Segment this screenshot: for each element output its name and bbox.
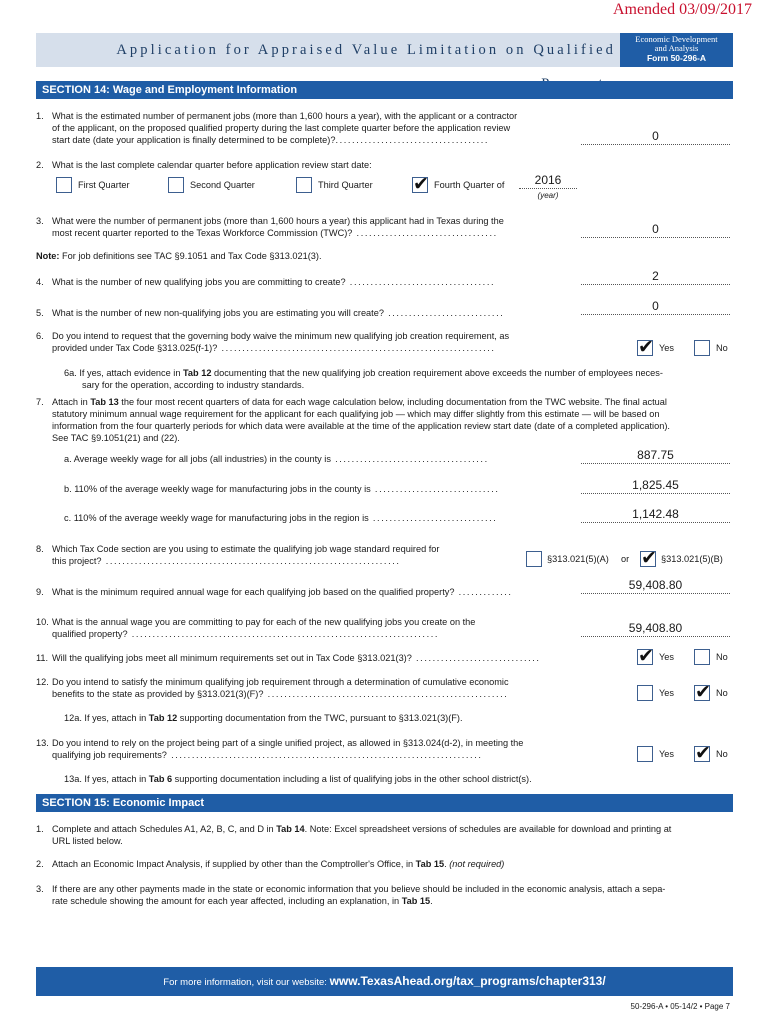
item-15-1: 1. Complete and attach Schedules A1, A2, B, C, and D in Tab 14. Note: Excel spreadsheet versions of schedules are available for download and printing at URL listed below. (36, 824, 672, 846)
question-3: 3. What were the number of permanent jobs (more than 1,600 hours a year) this applicant had in Texas during the most recent quarter reported to the Texas Workforce Commission (TWC)? .................................. (36, 216, 504, 238)
question-7b: b. 110% of the average weekly wage for manufacturing jobs in the county is .............................. (64, 484, 500, 494)
q6-no-label: No (716, 343, 728, 353)
question-11: 11. Will the qualifying jobs meet all minimum requirements set out in Tax Code §313.021(3)? .............................. (36, 653, 541, 663)
third-quarter-label: Third Quarter (318, 180, 373, 190)
item-15-3: 3. If there are any other payments made in the state or economic information that you believe should be included in the economic analysis, attach a sepa- rate schedule showing the amount for each year affected, including an explanation, in Tab 15. (36, 884, 666, 906)
first-quarter-checkbox[interactable] (56, 177, 72, 193)
page-number: 50-296-A • 05-14/2 • Page 7 (630, 1002, 730, 1011)
question-9: 9. What is the minimum required annual wage for each qualifying job based on the qualified property? ............. (36, 587, 513, 597)
q9-answer-field[interactable]: 59,408.80 (581, 577, 730, 594)
q7c-answer-field[interactable]: 1,142.48 (581, 506, 730, 523)
logo-line1: Economic Development (635, 34, 718, 44)
checkmark-icon: ✔ (413, 174, 429, 195)
q11-yes-label: Yes (659, 652, 674, 662)
q6-yes-label: Yes (659, 343, 674, 353)
q11-no-checkbox[interactable] (694, 649, 710, 665)
year-caption: (year) (537, 191, 559, 200)
checkmark-icon: ✔ (638, 646, 654, 667)
question-7a: a. Average weekly wage for all jobs (all industries) in the county is ..................................... (64, 454, 489, 464)
checkmark-icon: ✔ (641, 548, 657, 569)
fourth-quarter-label: Fourth Quarter of (434, 180, 505, 190)
question-8: 8. Which Tax Code section are you using to estimate the qualifying job wage standard required for this project? ....................................................................... (36, 544, 440, 566)
question-1: 1. What is the estimated number of permanent jobs (more than 1,600 hours a year), with the applicant or a contractor of the applicant, on the proposed qualified property during the last complete quarter before the application review start date (date your application is finally determined to be complete)?..................................... (36, 111, 518, 145)
q7b-answer-field[interactable]: 1,825.45 (581, 477, 730, 494)
q12-no-label: No (716, 688, 728, 698)
q13-no-checkbox[interactable] (694, 743, 711, 764)
section-14-header: SECTION 14: Wage and Employment Information (36, 81, 733, 99)
checkmark-icon: ✔ (695, 743, 711, 764)
q12-yes-checkbox[interactable] (637, 685, 653, 701)
question-5: 5. What is the number of new non-qualifying jobs you are estimating you will create? ............................ (36, 308, 505, 318)
question-13: 13. Do you intend to rely on the project being part of a single unified project, as allowed in §313.024(d-2), in meeting the qualifying job requirements? ........................................................................... (36, 738, 524, 760)
q1-answer-field[interactable]: 0 (581, 128, 730, 145)
section-15-header: SECTION 15: Economic Impact (36, 794, 733, 812)
q11-yes-checkbox[interactable] (637, 646, 654, 667)
question-4: 4. What is the number of new qualifying jobs you are committing to create? ................................... (36, 277, 496, 287)
q13-yes-checkbox[interactable] (637, 746, 653, 762)
q8-or-label: or (621, 554, 630, 564)
question-12: 12. Do you intend to satisfy the minimum qualifying job requirement through a determination of cumulative economic benefits to the state as provided by §313.021(3)(F)? .......................................................... (36, 677, 509, 699)
q10-answer-field[interactable]: 59,408.80 (581, 620, 730, 637)
q12-no-checkbox[interactable] (694, 682, 711, 703)
second-quarter-checkbox[interactable] (168, 177, 184, 193)
question-6: 6. Do you intend to request that the governing body waive the minimum new qualifying job creation requirement, as provided under Tax Code §313.025(f-1)? .................................................................. (36, 331, 510, 353)
footer-text: For more information, visit our website: (163, 977, 330, 988)
q11-no-label: No (716, 652, 728, 662)
website-link[interactable]: www.TexasAhead.org/tax_programs/chapter313/ (329, 974, 606, 988)
question-6a: 6a. If yes, attach evidence in Tab 12 documenting that the new qualifying job creation requirement above exceeds the number of employees neces- sary for the operation, according to industry standards. (64, 368, 663, 390)
q8-option-a-checkbox[interactable] (526, 551, 542, 567)
q8-option-b-label: §313.021(5)(B) (661, 554, 723, 564)
question-2: 2. What is the last complete calendar quarter before application review start date: (36, 160, 372, 170)
q12-yes-label: Yes (659, 688, 674, 698)
q8-option-b-checkbox[interactable] (640, 548, 657, 569)
q5-answer-field[interactable]: 0 (581, 298, 730, 315)
form-number: Form 50-296-A (646, 53, 707, 63)
first-quarter-label: First Quarter (78, 180, 130, 190)
fourth-quarter-checkbox[interactable] (412, 174, 429, 195)
question-7c: c. 110% of the average weekly wage for manufacturing jobs in the region is .............................. (64, 513, 498, 523)
q6-no-checkbox[interactable] (694, 340, 710, 356)
third-quarter-checkbox[interactable] (296, 177, 312, 193)
second-quarter-label: Second Quarter (190, 180, 255, 190)
page-title: Application for Appraised Value Limitation on Qualified (116, 42, 616, 58)
question-13a: 13a. If yes, attach in Tab 6 supporting documentation including a list of qualifying jobs in the other school district(s). (64, 774, 532, 784)
q3-answer-field[interactable]: 0 (581, 221, 730, 238)
q13-no-label: No (716, 749, 728, 759)
q7a-answer-field[interactable]: 887.75 (581, 447, 730, 464)
q8-option-a-label: §313.021(5)(A) (547, 554, 609, 564)
logo-line2: and Analysis (654, 43, 699, 53)
checkmark-icon: ✔ (695, 682, 711, 703)
checkmark-icon: ✔ (638, 337, 654, 358)
amended-stamp: Amended 03/09/2017 (612, 1, 753, 18)
year-field[interactable]: 2016 (519, 172, 577, 189)
q6-yes-checkbox[interactable] (637, 337, 654, 358)
q4-answer-field[interactable]: 2 (581, 268, 730, 285)
q13-yes-label: Yes (659, 749, 674, 759)
item-15-2: 2. Attach an Economic Impact Analysis, if supplied by other than the Comptroller's Office, in Tab 15. (not required) (36, 859, 505, 869)
question-10: 10. What is the annual wage you are committing to pay for each of the new qualifying jobs you create on the qualified property? .......................................................................... (36, 617, 476, 639)
note: Note: For job definitions see TAC §9.1051 and Tax Code §313.021(3). (36, 251, 322, 261)
agency-logo (620, 33, 733, 67)
question-12a: 12a. If yes, attach in Tab 12 supporting documentation from the TWC, pursuant to §313.021(3)(F). (64, 713, 463, 723)
footer-bar (36, 967, 733, 996)
question-7: 7. Attach in Tab 13 the four most recent quarters of data for each wage calculation below, including documentation from the TWC website. The final actual statutory minimum annual wage requirement for the applicant for each qualifying job — which may differ slightly from this estimate — will be based on information from the four quarterly periods for which data were available at the time of the application review start date (date of a completed application). See TAC §9.1051(21) and (22). (36, 397, 670, 443)
